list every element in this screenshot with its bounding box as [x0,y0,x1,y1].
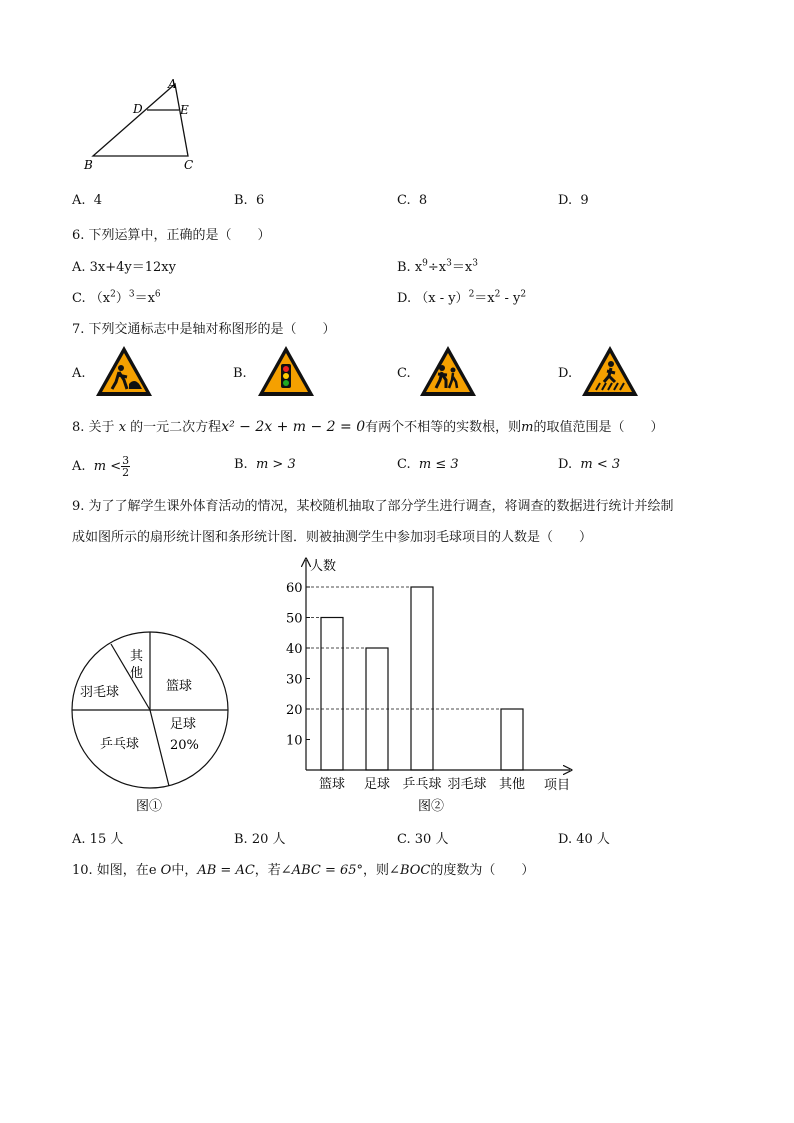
y-tick-label: 20 [286,703,303,718]
q8-fraction: $\frac{3}{2}$ [122,454,130,479]
q9-option-b[interactable]: B. 20 人 [234,832,286,847]
q9-line2: 成如图所示的扇形统计图和条形统计图．则被抽测学生中参加羽毛球项目的人数是（ ） [72,530,593,545]
y-tick-label: 10 [286,733,303,749]
children-crossing-sign-icon[interactable] [418,344,478,398]
pie-caption: 图① [136,799,163,814]
pedestrian-crossing-sign-icon[interactable] [580,344,640,398]
q6-options-row2 [72,287,732,307]
q6-option-d[interactable]: D. $(x - y)^2=x^2 - y^2$ [397,289,527,306]
y-tick-label: 60 [286,581,303,596]
q7-option-c-letter[interactable]: C. [397,366,411,381]
q7-option-b-letter[interactable]: B. [233,366,247,381]
bar-axes [306,560,570,770]
x-tick-label: 羽毛球 [447,777,487,792]
pie-label-badminton: 羽毛球 [80,685,120,700]
q6-option-c[interactable]: C. $(x^2)^3=x^6$ [72,289,161,306]
q8-option-a[interactable]: A. m < $\frac{3}{2}$ [72,454,130,479]
label-c: C [184,158,194,172]
q6-options-row1 [72,256,732,276]
traffic-light-sign-icon[interactable] [256,344,316,398]
q5-option-c[interactable]: C. 8 [397,193,428,208]
pie-label-other-1: 其 [130,649,144,664]
q9-line1: 9. 为了了解学生课外体育活动的情况，某校随机抽取了部分学生进行调查，将调查的数据进行统计并绘制 [72,499,674,514]
q6-option-a[interactable]: A. 3x+4y＝12xy [72,260,176,275]
pie-chart [70,630,240,820]
pie-label-pingpong: 乒乓球 [100,737,140,752]
triangle-figure [80,74,210,174]
bar [501,709,523,770]
pie-label-football: 足球 [170,717,197,732]
q7-option-a-letter[interactable]: A. [72,366,86,381]
pie-label-basketball: 篮球 [166,679,193,694]
label-b: B [84,158,93,172]
pie-divider [150,710,169,786]
q9-option-a[interactable]: A. 15 人 [72,832,124,847]
q8-option-b[interactable]: B. m > 3 [234,457,296,472]
bar [321,618,343,771]
x-axis-label: 项目 [544,778,571,793]
q8-equation: x² − 2x + m − 2 = 0 [221,419,366,435]
y-tick-label: 40 [286,642,303,657]
y-tick-label: 50 [286,611,303,627]
q5-options [72,193,732,213]
q9-option-d[interactable]: D. 40 人 [558,832,610,847]
x-tick-label: 足球 [363,777,391,792]
pie-label-football-pct: 20% [170,738,199,753]
q7-stem: 7. 下列交通标志中是轴对称图形的是（ ） [72,322,336,337]
construction-sign-icon[interactable] [94,344,154,398]
x-tick-label: 篮球 [318,777,346,792]
q6-option-b[interactable]: B. $x^9\div x^3=x^3$ [397,258,478,275]
q5-option-b[interactable]: B. 6 [234,193,265,208]
label-d: D [133,102,143,116]
q8-option-d[interactable]: D. m < 3 [558,457,621,472]
q5-option-a[interactable]: A. 4 [72,193,103,208]
q8-options [72,454,732,479]
y-tick-label: 30 [286,672,303,688]
q5-option-d[interactable]: D. 9 [558,193,589,208]
label-a: A [168,77,177,91]
x-tick-label: 乒乓球 [402,777,442,792]
bar-chart [270,552,590,818]
triangle-abc [93,84,188,156]
q9-options [72,828,732,848]
q6-stem: 6. 下列运算中，正确的是（ ） [72,228,271,243]
q10-stem: 10. 如图，在e O中，AB = AC，若∠ABC = 65°，则∠BOC的度数为（ ） [72,863,535,878]
bar [411,587,433,770]
y-axis-label: 人数 [310,559,337,574]
pie-label-other-2: 他 [130,666,144,681]
label-e: E [180,103,189,117]
q9-option-c[interactable]: C. 30 人 [397,832,449,847]
bar-caption: 图② [418,799,445,814]
q7-option-d-letter[interactable]: D. [558,366,573,381]
x-tick-label: 其他 [498,777,526,792]
q8-option-c[interactable]: C. m ≤ 3 [397,457,459,472]
q8-stem: 8. 关于 x 的一元二次方程x² − 2x + m − 2 = 0有两个不相等的实数根，则m的取值范围是（ ） [72,419,664,435]
